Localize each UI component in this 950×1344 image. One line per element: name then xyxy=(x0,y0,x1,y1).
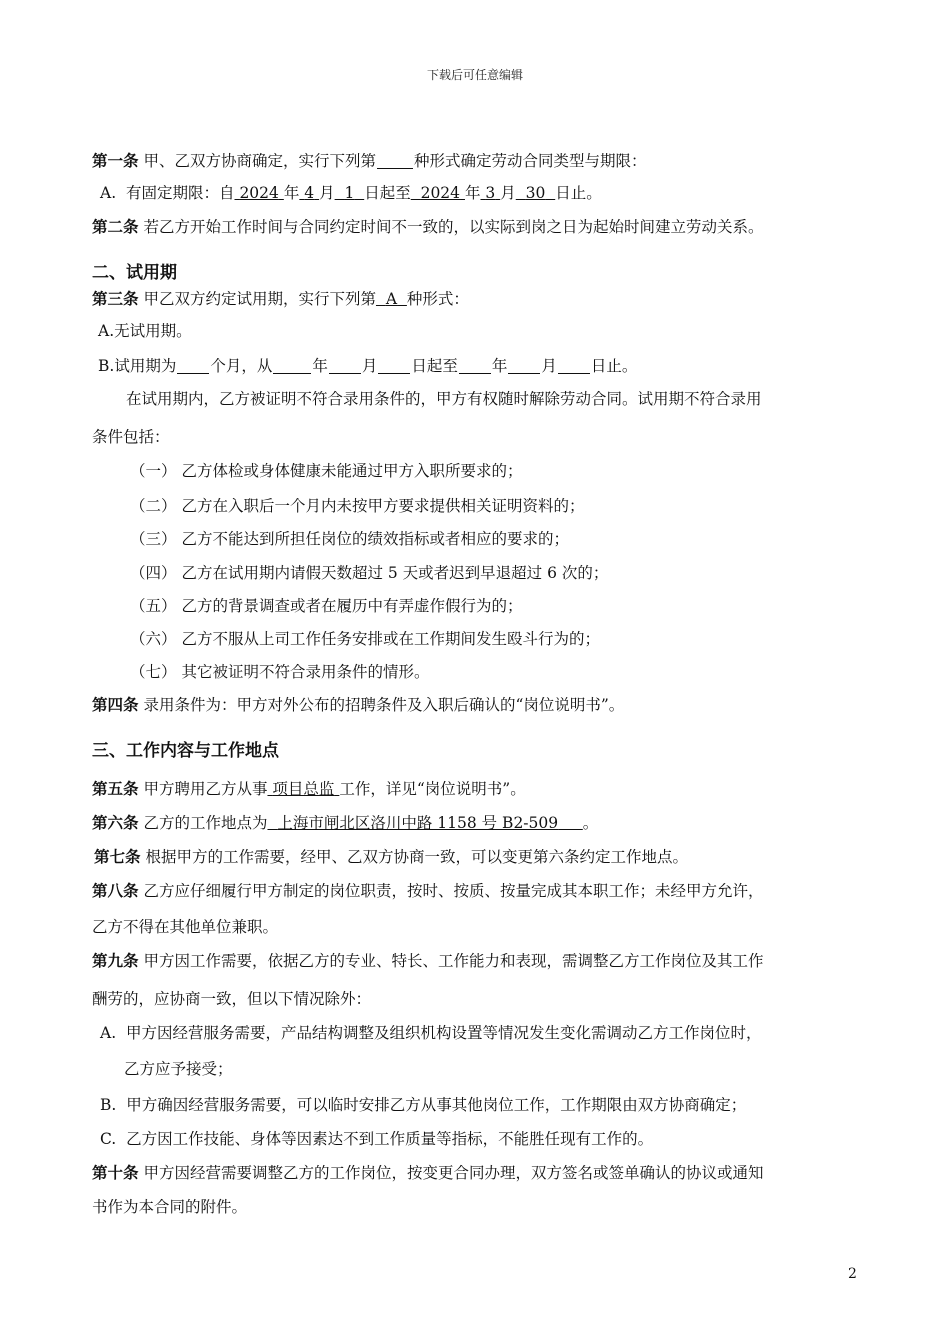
work-location-value: 上海市闸北区洛川中路 1158 号 B2-509 xyxy=(277,814,559,832)
page-header: 下载后可任意编辑 xyxy=(426,68,523,82)
article-9-cont: 酬劳的，应协商一致，但以下情况除外： xyxy=(92,990,372,1008)
article-9-option-a-cont: 乙方应予接受； xyxy=(124,1060,233,1078)
article-9-option-c: C. 乙方因工作技能、身体等因素达不到工作质量等指标，不能胜任现有工作的。 xyxy=(100,1130,654,1148)
article-6: 第六条 乙方的工作地点为 上海市闸北区洛川中路 1158 号 B2-509 。 xyxy=(92,813,599,832)
article-2 xyxy=(92,216,763,238)
article-1 xyxy=(92,150,646,172)
condition-item: （一） 乙方体检或身体健康未能通过甲方入职所要求的； xyxy=(130,462,523,480)
option-a-text: 有固定期限：自 xyxy=(125,184,235,202)
article-8-label: 第八条 xyxy=(92,881,139,900)
article-4-label: 第四条 xyxy=(92,695,139,714)
start-month: 4 xyxy=(304,184,315,202)
article-3-label: 第三条 xyxy=(92,289,139,308)
probation-months-blank xyxy=(177,357,209,374)
start-year: 2024 xyxy=(239,184,279,202)
from-month-blank xyxy=(329,357,361,374)
article-4: 第四条 录用条件为：甲方对外公布的招聘条件及入职后确认的“岗位说明书”。 xyxy=(92,695,625,714)
article-9-option-b: B. 甲方确因经营服务需要，可以临时安排乙方从事其他岗位工作，工作期限由双方协商确定； xyxy=(100,1096,747,1114)
article-1-label: 第一条 xyxy=(92,151,139,170)
condition-item: （七） 其它被证明不符合录用条件的情形。 xyxy=(130,663,430,681)
job-title-value: 项目总监 xyxy=(272,780,335,798)
article-5: 第五条 甲方聘用乙方从事 项目总监 工作，详见“岗位说明书”。 xyxy=(92,779,526,798)
article-6-label: 第六条 xyxy=(92,813,139,832)
end-month: 3 xyxy=(485,184,496,202)
article-8: 第八条 乙方应仔细履行甲方制定的岗位职责，按时、按质、按量完成其本职工作；未经甲方允许， xyxy=(92,881,764,900)
page-number: 2 xyxy=(848,1266,857,1282)
to-year-blank xyxy=(459,357,491,374)
end-year: 2024 xyxy=(420,184,461,202)
article-1-option-a: A. 有固定期限：自 2024 年 4 月 1 日起至 2024 年 3 月 30 日止。 xyxy=(100,184,602,202)
condition-item: （二） 乙方在入职后一个月内未按甲方要求提供相关证明资料的； xyxy=(130,497,585,515)
article-2-text: 若乙方开始工作时间与合同约定时间不一致的，以实际到岗之日为起始时间建立劳动关系。 xyxy=(143,218,764,236)
article-1-blank xyxy=(377,152,413,169)
section-2-title: 二、试用期 xyxy=(92,263,177,283)
probation-option-a: A.无试用期。 xyxy=(98,322,192,340)
end-day: 30 xyxy=(525,184,546,202)
article-10-cont: 书作为本合同的附件。 xyxy=(92,1198,248,1216)
article-5-label: 第五条 xyxy=(92,779,139,798)
article-9-option-a: A. 甲方因经营服务需要，产品结构调整及组织机构设置等情况发生变化需调动乙方工作岗位时， xyxy=(100,1024,762,1042)
article-7-label: 第七条 xyxy=(94,847,141,866)
article-1-text2: 种形式确定劳动合同类型与期限： xyxy=(413,152,647,170)
from-day-blank xyxy=(378,357,410,374)
article-7: 第七条 根据甲方的工作需要，经甲、乙双方协商一致，可以变更第六条约定工作地点。 xyxy=(94,847,688,866)
probation-paragraph: 在试用期内，乙方被证明不符合录用条件的，甲方有权随时解除劳动合同。试用期不符合录用 xyxy=(126,390,762,408)
article-10-label: 第十条 xyxy=(92,1163,139,1182)
from-year-blank xyxy=(273,357,311,374)
probation-paragraph-cont: 条件包括： xyxy=(92,428,170,446)
condition-item: （六） 乙方不服从上司工作任务安排或在工作期间发生殴斗行为的； xyxy=(130,630,600,648)
article-9: 第九条 甲方因工作需要，依据乙方的专业、特长、工作能力和表现，需调整乙方工作岗位及其工作 xyxy=(92,951,764,970)
to-month-blank xyxy=(508,357,540,374)
article-2-label: 第二条 xyxy=(92,217,139,236)
section-3-title: 三、工作内容与工作地点 xyxy=(92,741,279,761)
start-day: 1 xyxy=(344,184,355,202)
condition-item: （五） 乙方的背景调查或者在履历中有弄虚作假行为的； xyxy=(130,597,523,615)
to-day-blank xyxy=(558,357,590,374)
article-10: 第十条 甲方因经营需要调整乙方的工作岗位，按变更合同办理，双方签名或签单确认的协议或通知 xyxy=(92,1163,764,1182)
probation-form: A xyxy=(385,290,398,308)
article-8-cont: 乙方不得在其他单位兼职。 xyxy=(92,918,279,936)
article-9-label: 第九条 xyxy=(92,951,139,970)
condition-item: （四） 乙方在试用期内请假天数超过 5 天或者迟到早退超过 6 次的； xyxy=(130,564,609,582)
condition-item: （三） 乙方不能达到所担任岗位的绩效指标或者相应的要求的； xyxy=(130,530,569,548)
article-1-text: 甲、乙双方协商确定，实行下列第 xyxy=(143,152,376,170)
probation-option-b: B.试用期为 个月，从 年 月 日起至 年 月 日止。 xyxy=(98,357,638,375)
article-3: 第三条 甲乙双方约定试用期，实行下列第 A 种形式： xyxy=(92,289,469,308)
option-a-label: A. xyxy=(100,184,117,202)
